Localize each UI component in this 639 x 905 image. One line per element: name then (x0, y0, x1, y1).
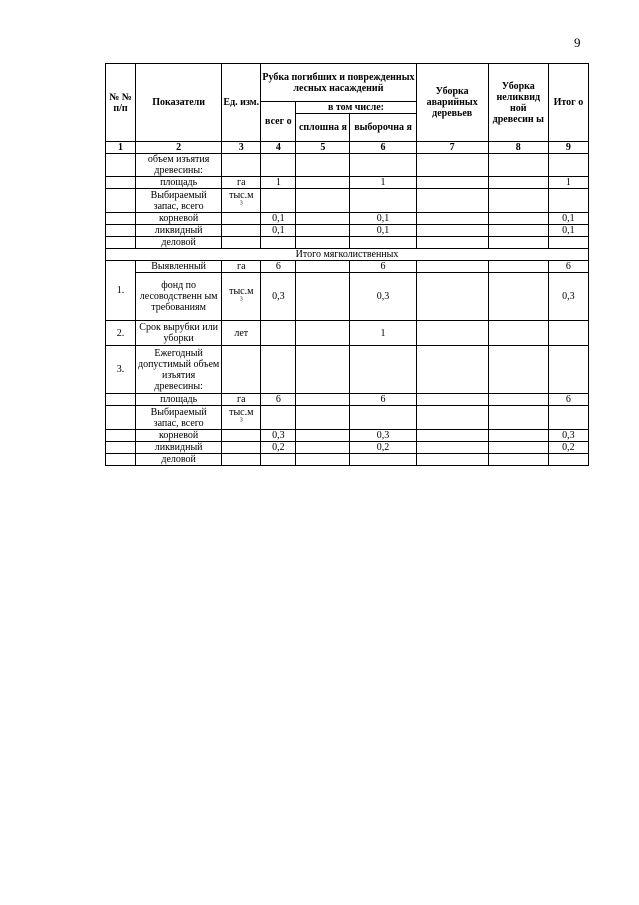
unit-cell (222, 406, 261, 430)
value-cell: 0,3 (261, 430, 296, 442)
value-cell: 6 (350, 261, 416, 273)
table-row (106, 154, 589, 177)
value-cell (488, 177, 548, 189)
value-cell: 6 (548, 261, 588, 273)
row-number: 1. (106, 261, 136, 321)
header-indicator: Показатели (136, 64, 222, 142)
indicator-cell: деловой (136, 454, 222, 466)
value-cell: 6 (261, 394, 296, 406)
header-illiquid: Уборка неликвид ной древесин ы (488, 64, 548, 142)
table-row (106, 213, 589, 225)
column-number: 6 (350, 142, 416, 154)
indicator-cell: Срок вырубки или уборки (136, 321, 222, 346)
column-number: 4 (261, 142, 296, 154)
table-row (106, 225, 589, 237)
column-number: 8 (488, 142, 548, 154)
table-row (106, 273, 589, 321)
indicator-cell: ликвидный (136, 442, 222, 454)
header-total: Итог о (548, 64, 588, 142)
value-cell: 0,1 (548, 225, 588, 237)
unit-superscript: 3 (239, 417, 243, 424)
table-row (106, 237, 589, 249)
value-cell: 0,1 (350, 213, 416, 225)
value-cell: 0,1 (350, 225, 416, 237)
unit-text: тыс.м (229, 285, 254, 297)
table-row (106, 321, 589, 346)
value-cell: 0,2 (548, 442, 588, 454)
value-cell: 0,1 (261, 225, 296, 237)
value-cell: 0,2 (261, 442, 296, 454)
value-cell: 1 (548, 177, 588, 189)
indicator-cell: корневой (136, 430, 222, 442)
value-cell: 6 (350, 394, 416, 406)
unit-cell (222, 273, 261, 321)
value-cell: 6 (261, 261, 296, 273)
table-row (106, 454, 589, 466)
table-row (106, 430, 589, 442)
indicator-cell: Ежегодный допустимый объем изъятия древесины: (136, 346, 222, 394)
table-row (106, 189, 589, 213)
header-selective: выборочна я (350, 114, 416, 142)
row-number: 3. (106, 346, 136, 394)
value-cell: 0,3 (261, 273, 296, 321)
header-num: № № п/п (106, 64, 136, 142)
unit-cell: лет (222, 321, 261, 346)
column-number: 3 (222, 142, 261, 154)
column-number: 5 (296, 142, 350, 154)
indicator-cell: Выявленный (136, 261, 222, 273)
table-row (106, 442, 589, 454)
table-row (106, 406, 589, 430)
value-cell: 6 (548, 394, 588, 406)
header-felling-group: Рубка погибших и поврежденных лесных насаждений (261, 64, 416, 102)
header-clear: сплошна я (296, 114, 350, 142)
value-cell: 0,1 (548, 213, 588, 225)
value-cell: 0,3 (350, 273, 416, 321)
timber-volume-table (105, 63, 589, 466)
unit-cell: га (222, 394, 261, 406)
indicator-cell: фонд по лесоводственн ым требованиям (136, 273, 222, 321)
column-number: 2 (136, 142, 222, 154)
value-cell: 1 (350, 177, 416, 189)
unit-text: тыс.м (229, 189, 254, 201)
indicator-cell: ликвидный (136, 225, 222, 237)
indicator-cell: объем изъятия древесины: (136, 154, 222, 177)
column-number: 7 (416, 142, 488, 154)
unit-superscript: 3 (239, 296, 243, 303)
unit-superscript: 3 (239, 200, 243, 207)
column-number: 1 (106, 142, 136, 154)
indicator-cell: площадь (136, 394, 222, 406)
indicator-cell: Выбираемый запас, всего (136, 189, 222, 213)
unit-cell: га (222, 261, 261, 273)
header-including: в том числе: (296, 102, 416, 114)
indicator-cell: корневой (136, 213, 222, 225)
unit-cell: га (222, 177, 261, 189)
value-cell: 0,3 (548, 430, 588, 442)
value-cell: 1 (350, 321, 416, 346)
section-row (106, 249, 589, 261)
header-emergency: Уборка аварийных деревьев (416, 64, 488, 142)
value-cell: 0,2 (350, 442, 416, 454)
value-cell (416, 177, 488, 189)
indicator-cell: деловой (136, 237, 222, 249)
header-unit: Ед. изм. (222, 64, 261, 142)
section-title: Итого мягколиственных (106, 249, 589, 261)
value-cell: 1 (261, 177, 296, 189)
indicator-cell: Выбираемый запас, всего (136, 406, 222, 430)
row-number: 2. (106, 321, 136, 346)
value-cell: 0,1 (261, 213, 296, 225)
column-number: 9 (548, 142, 588, 154)
unit-cell (222, 189, 261, 213)
header-total-felling: всег о (261, 102, 296, 142)
table-row (106, 261, 589, 273)
indicator-cell: площадь (136, 177, 222, 189)
value-cell (296, 177, 350, 189)
unit-text: тыс.м (229, 406, 254, 418)
value-cell: 0,3 (350, 430, 416, 442)
page-number: 9 (574, 35, 581, 50)
table-row (106, 346, 589, 394)
table-row (106, 394, 589, 406)
value-cell: 0,3 (548, 273, 588, 321)
table-row (106, 177, 589, 189)
